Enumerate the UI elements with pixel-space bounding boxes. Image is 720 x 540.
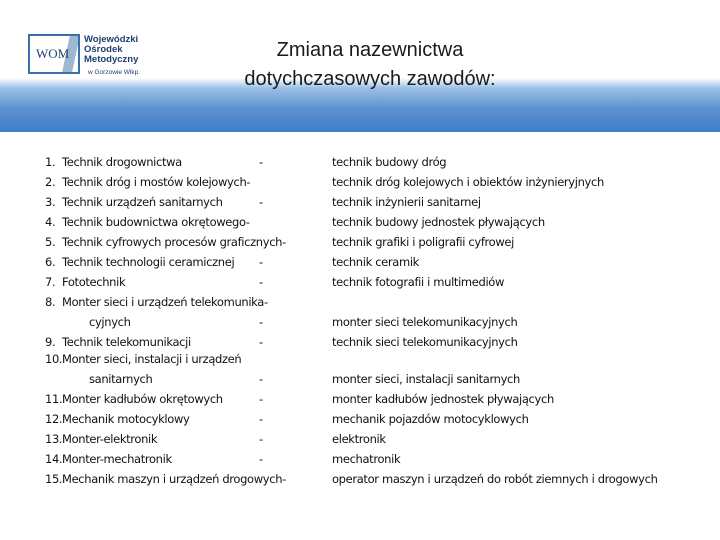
new-name-item: technik budowy dróg: [332, 155, 447, 169]
new-name-item: technik ceramik: [332, 255, 419, 269]
old-name-text: Monter sieci i urządzeń telekomunika-: [62, 295, 268, 309]
logo-line-3: Metodyczny: [84, 54, 139, 65]
new-name-item: technik sieci telekomunikacyjnych: [332, 335, 518, 349]
item-number: 1.: [45, 155, 56, 169]
old-name-text: cyjnych: [89, 315, 131, 329]
old-name-text: Technik technologii ceramicznej: [62, 255, 235, 269]
dash-separator: -: [259, 315, 263, 329]
logo-line-1: Wojewódzki: [84, 34, 139, 45]
old-name-text: Monter-elektronik: [62, 432, 158, 446]
item-number: 14.: [45, 452, 63, 466]
institution-logo: [28, 34, 160, 78]
item-number: 4.: [45, 215, 56, 229]
dash-separator: -: [259, 372, 263, 386]
new-name-item: monter sieci telekomunikacyjnych: [332, 315, 518, 329]
old-name-text: Fototechnik: [62, 275, 126, 289]
old-name-text: Mechanik motocyklowy: [62, 412, 190, 426]
dash-separator: -: [259, 432, 263, 446]
item-number: 11.: [45, 392, 63, 406]
new-name-item: monter kadłubów jednostek pływających: [332, 392, 554, 406]
old-name-text: Technik urządzeń sanitarnych: [62, 195, 223, 209]
new-name-item: technik fotografii i multimediów: [332, 275, 505, 289]
item-number: 3.: [45, 195, 56, 209]
old-name-text: Technik drogownictwa: [62, 155, 182, 169]
dash-separator: -: [259, 392, 263, 406]
new-name-item: monter sieci, instalacji sanitarnych: [332, 372, 520, 386]
old-name-text: Monter-mechatronik: [62, 452, 172, 466]
item-number: 8.: [45, 295, 56, 309]
logo-mark: WOM: [36, 46, 70, 61]
dash-separator: -: [259, 255, 263, 269]
old-name-text: sanitarnych: [89, 372, 153, 386]
new-name-item: technik grafiki i poligrafii cyfrowej: [332, 235, 514, 249]
logo-line-2: Ośrodek: [84, 44, 123, 55]
dash-separator: -: [259, 275, 263, 289]
new-name-item: mechatronik: [332, 452, 401, 466]
old-name-text: Technik telekomunikacji: [62, 335, 191, 349]
dash-separator: -: [259, 452, 263, 466]
logo-subtitle: w Gorzowie Wlkp.: [88, 69, 141, 76]
item-number: 15.: [45, 472, 63, 486]
new-name-item: technik budowy jednostek pływających: [332, 215, 545, 229]
dash-separator: -: [259, 412, 263, 426]
item-number: 2.: [45, 175, 56, 189]
new-name-item: mechanik pojazdów motocyklowych: [332, 412, 529, 426]
new-name-item: technik inżynierii sanitarnej: [332, 195, 481, 209]
item-number: 5.: [45, 235, 56, 249]
item-number: 12.: [45, 412, 63, 426]
logo-name: [84, 35, 138, 65]
item-number: 7.: [45, 275, 56, 289]
dash-separator: -: [259, 335, 263, 349]
wom-logo-icon: [28, 34, 80, 74]
dash-separator: -: [259, 155, 263, 169]
old-name-text: Monter sieci, instalacji i urządzeń: [62, 352, 242, 366]
item-number: 6.: [45, 255, 56, 269]
item-number: 9.: [45, 335, 56, 349]
page-title: [170, 36, 570, 94]
old-name-text: Monter kadłubów okrętowych: [62, 392, 223, 406]
old-name-text: Technik cyfrowych procesów graficznych-: [62, 235, 286, 249]
item-number: 10.: [45, 352, 63, 366]
new-name-item: elektronik: [332, 432, 386, 446]
old-name-text: Mechanik maszyn i urządzeń drogowych-: [62, 472, 286, 486]
item-number: 13.: [45, 432, 63, 446]
new-name-item: technik dróg kolejowych i obiektów inżynieryjnych: [332, 175, 604, 189]
dash-separator: -: [259, 195, 263, 209]
old-name-text: Technik dróg i mostów kolejowych-: [62, 175, 251, 189]
old-name-text: Technik budownictwa okrętowego-: [62, 215, 250, 229]
title-line-1: Zmiana nazewnictwa: [276, 39, 464, 61]
new-name-item: operator maszyn i urządzeń do robót ziemnych i drogowych: [332, 472, 658, 486]
title-line-2: dotychczasowych zawodów:: [244, 68, 496, 90]
header-banner: [0, 0, 720, 132]
